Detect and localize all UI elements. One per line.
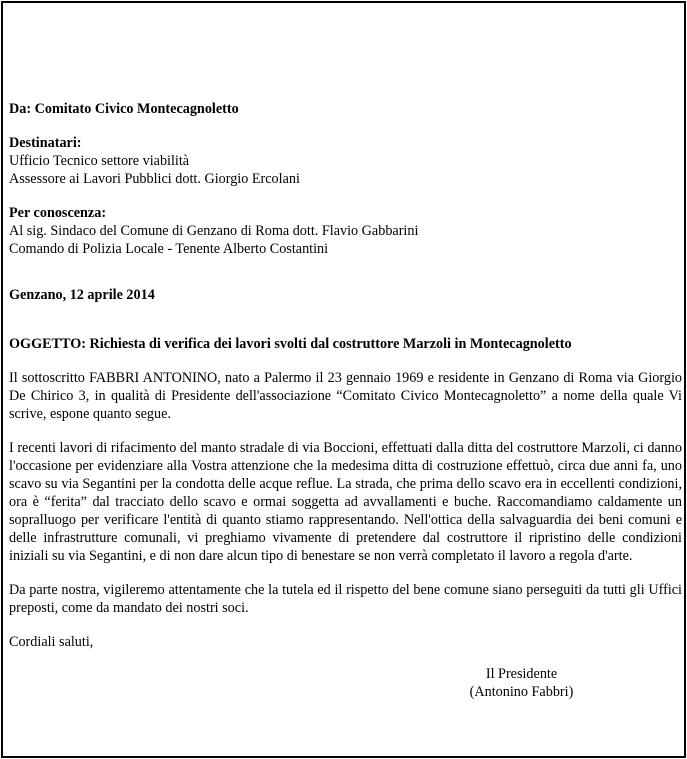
paragraph-commitment: Da parte nostra, vigileremo attentamente che la tutela ed il rispetto del bene comune siano perseguiti da tutti gli Uffici preposti, come da mandato dei nostri soci.: [9, 582, 682, 616]
recipients-block: [9, 134, 682, 188]
signature-title: Il Presidente: [485, 666, 558, 682]
subject-line: OGGETTO: Richiesta di verifica dei lavori svolti dal costruttore Marzoli in Montecagnoletto: [9, 336, 572, 352]
recipients-label: Destinatari:: [9, 135, 82, 151]
letter-body: [9, 100, 682, 705]
cc-line: Al sig. Sindaco del Comune di Genzano di Roma dott. Flavio Gabbarini: [9, 223, 419, 239]
cc-line: Comando di Polizia Locale - Tenente Alberto Costantini: [9, 241, 329, 257]
cc-block: [9, 204, 682, 258]
sender-line: Da: Comitato Civico Montecagnoletto: [9, 101, 239, 117]
document-frame: [1, 1, 686, 758]
recipient-line: Ufficio Tecnico settore viabilità: [9, 153, 190, 169]
closing-line: Cordiali saluti,: [9, 634, 94, 650]
paragraph-intro: Il sottoscritto FABBRI ANTONINO, nato a Palermo il 23 gennaio 1969 e residente in Genzano di Roma via Giorgio De Chirico 3, in qualità di Presidente dell'associazione “Comitato Civico Montecagnoletto” a nome della quale Vi scrive, espone quanto segue.: [9, 370, 682, 422]
paragraph-main: I recenti lavori di rifacimento del manto stradale di via Boccioni, effettuati dalla ditta del costruttore Marzoli, ci danno l'occasione per evidenziare alla Vostra attenzione che la medesima ditta di costruzione effettuò, circa due anni fa, uno scavo su via Segantini per la condotta delle acque reflue. La strada, che prima dello scavo era in eccellenti condizioni, ora è “ferita” dal tracciato dello scavo e ormai soggetta ad avvallamenti e buche. Raccomandiamo caldamente un sopralluogo per verificare l'entità di quanto stiamo rappresentando. Nell'ottica della salvaguardia dei beni comuni e delle infrastrutture comunali, vi preghiamo vivamente di pretendere dal costruttore il ripristino delle condizioni iniziali su via Segantini, e di non dare alcun tipo di benestare se non verrà completato il lavoro a regola d'arte.: [9, 440, 682, 564]
recipient-line: Assessore ai Lavori Pubblici dott. Giorgio Ercolani: [9, 171, 300, 187]
date-line: Genzano, 12 aprile 2014: [9, 287, 155, 303]
signature-block: [9, 665, 682, 705]
signature-name: (Antonino Fabbri): [469, 684, 574, 700]
cc-label: Per conoscenza:: [9, 205, 107, 221]
